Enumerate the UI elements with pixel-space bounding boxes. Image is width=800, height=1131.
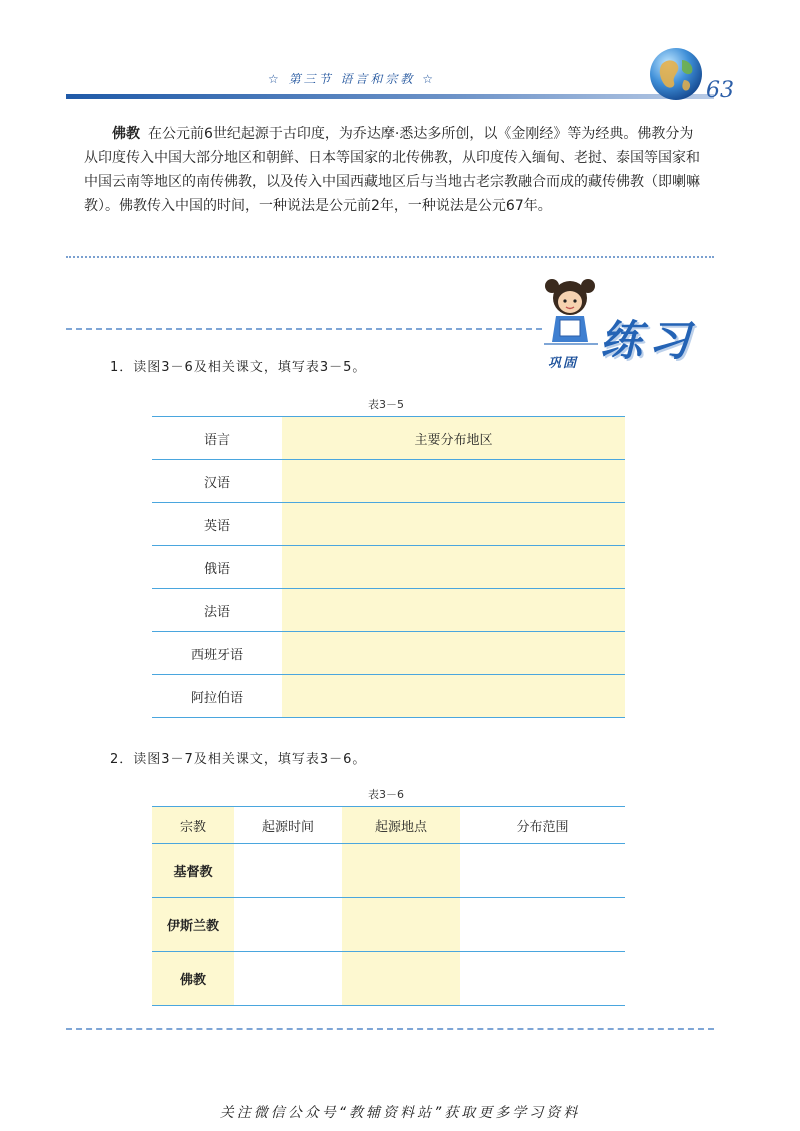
table-3-6-caption: 表3－6	[368, 788, 404, 801]
paragraph-term: 佛教	[112, 126, 140, 142]
table-row	[152, 632, 625, 675]
distribution-answer-cell[interactable]	[282, 589, 625, 632]
distribution-answer-cell[interactable]	[282, 546, 625, 589]
religion-cell: 佛教	[152, 952, 234, 1006]
header-distribution-range: 分布范围	[460, 807, 625, 844]
dashed-divider	[66, 328, 542, 330]
globe-icon	[648, 46, 704, 102]
religion-cell: 基督教	[152, 844, 234, 898]
language-cell: 英语	[152, 503, 282, 546]
girl-mascot-icon	[540, 276, 600, 348]
distribution-answer-cell[interactable]	[282, 460, 625, 503]
distribution-range-answer-cell[interactable]	[460, 844, 625, 898]
header-rule	[66, 94, 714, 99]
distribution-answer-cell[interactable]	[282, 675, 625, 718]
header-origin-place: 起源地点	[342, 807, 460, 844]
origin-time-answer-cell[interactable]	[234, 952, 342, 1006]
language-cell: 汉语	[152, 460, 282, 503]
section-header-title: ☆ 第三节 语言和宗教 ☆	[268, 72, 436, 86]
dashed-divider	[66, 1028, 714, 1030]
table-3-5-caption: 表3－5	[368, 398, 404, 411]
table-row	[152, 589, 625, 632]
language-cell: 俄语	[152, 546, 282, 589]
distribution-range-answer-cell[interactable]	[460, 898, 625, 952]
dotted-divider	[66, 256, 714, 258]
origin-place-answer-cell[interactable]	[342, 844, 460, 898]
table-row	[152, 952, 625, 1006]
question-1: 1．读图3－6及相关课文，填写表3－5。	[110, 360, 367, 375]
table-row	[152, 503, 625, 546]
page-number: 63	[706, 78, 734, 103]
table-row	[152, 460, 625, 503]
origin-time-answer-cell[interactable]	[234, 898, 342, 952]
question-2: 2．读图3－7及相关课文，填写表3－6。	[110, 752, 367, 767]
distribution-answer-cell[interactable]	[282, 632, 625, 675]
language-cell: 西班牙语	[152, 632, 282, 675]
table-row	[152, 898, 625, 952]
origin-place-answer-cell[interactable]	[342, 952, 460, 1006]
banner-subtitle: 巩固	[548, 356, 579, 371]
footer-note: 关注微信公众号“教辅资料站”获取更多学习资料	[219, 1105, 581, 1121]
distribution-answer-cell[interactable]	[282, 503, 625, 546]
table-row	[152, 546, 625, 589]
religion-cell: 伊斯兰教	[152, 898, 234, 952]
distribution-range-answer-cell[interactable]	[460, 952, 625, 1006]
buddhism-paragraph	[84, 122, 704, 218]
table-3-6	[152, 806, 625, 1006]
language-cell: 法语	[152, 589, 282, 632]
header-religion: 宗教	[152, 807, 234, 844]
table-row	[152, 844, 625, 898]
paragraph-text: 在公元前6世纪起源于古印度，为乔达摩·悉达多所创，以《金刚经》等为经典。佛教分为从印度传入中国大部分地区和朝鲜、日本等国家的北传佛教，从印度传入缅甸、老挝、泰国等国家和中国云南等地区的南传佛教，以及传入中国西藏地区后与当地古老宗教融合而成的藏传佛教（即喇嘛教）。佛教传入中国的时间，一种说法是公元前2年，一种说法是公元67年。	[84, 126, 700, 214]
origin-time-answer-cell[interactable]	[234, 844, 342, 898]
language-cell: 阿拉伯语	[152, 675, 282, 718]
table-header-row	[152, 417, 625, 460]
banner-title: 练习	[600, 316, 697, 365]
origin-place-answer-cell[interactable]	[342, 898, 460, 952]
table-header-row	[152, 807, 625, 844]
table-3-5	[152, 416, 625, 718]
header-origin-time: 起源时间	[234, 807, 342, 844]
table-row	[152, 675, 625, 718]
header-language: 语言	[152, 417, 282, 460]
header-distribution: 主要分布地区	[282, 417, 625, 460]
